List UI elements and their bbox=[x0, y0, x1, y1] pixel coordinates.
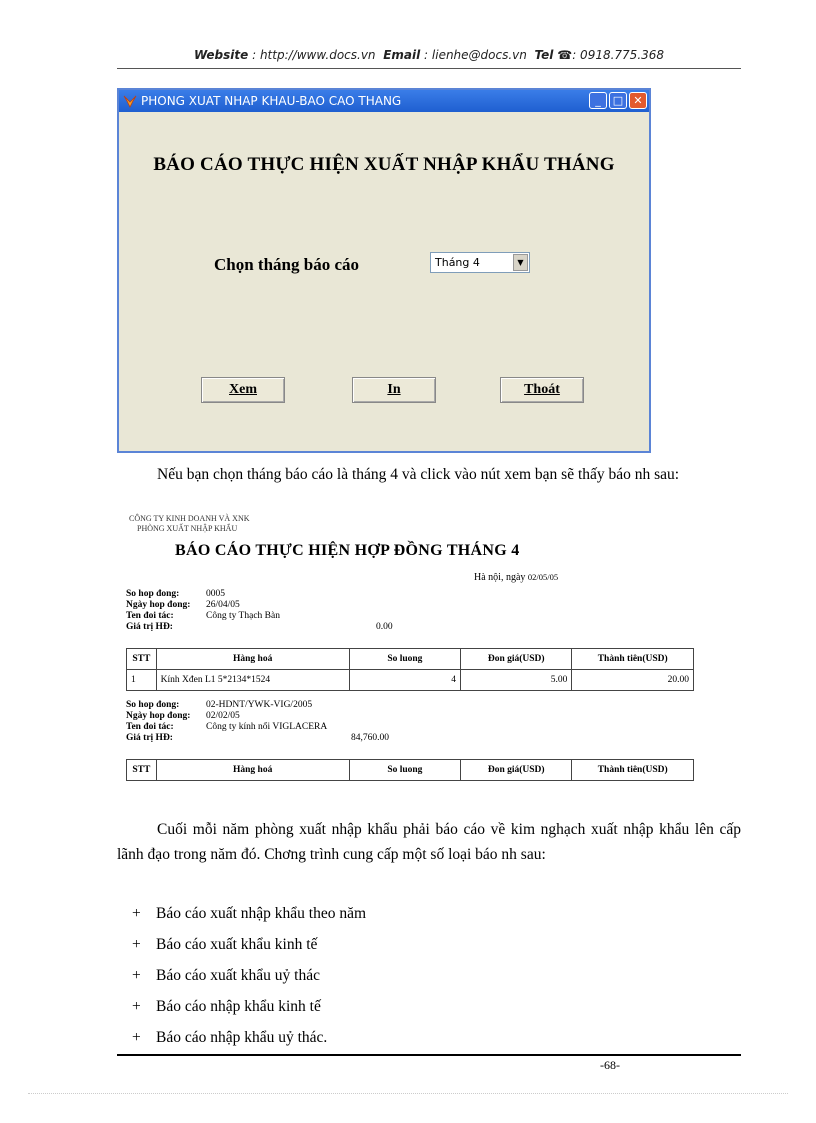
list-item bbox=[132, 1022, 366, 1053]
table-cell: 1 bbox=[127, 670, 157, 691]
department-name: PHÒNG XUẤT NHẬP KHẨU bbox=[137, 524, 238, 533]
month-select-value: Tháng 4 bbox=[435, 256, 480, 269]
partner-label: Ten đoi tác: bbox=[126, 611, 174, 621]
view-button-label: Xem bbox=[229, 382, 257, 397]
contract1-info bbox=[126, 589, 393, 633]
list-item-text: Báo cáo nhập khẩu uỷ thác. bbox=[156, 1029, 328, 1046]
partner-value: Công ty Thạch Bàn bbox=[206, 611, 280, 621]
tel-value: : 0918.775.368 bbox=[572, 48, 665, 62]
contract2-info bbox=[126, 700, 389, 744]
contract-no-value: 02-HDNT/YWK-VIG/2005 bbox=[206, 700, 313, 710]
plus-icon: + bbox=[132, 936, 141, 953]
exit-button-label: Thoát bbox=[524, 382, 560, 397]
plus-icon: + bbox=[132, 1029, 141, 1046]
close-icon: ✕ bbox=[633, 94, 643, 107]
value-label: Giá trị HĐ: bbox=[126, 733, 173, 743]
column-header: So luong bbox=[349, 649, 460, 670]
plus-icon: + bbox=[132, 905, 141, 922]
list-item-text: Báo cáo nhập khẩu kinh tế bbox=[156, 998, 321, 1015]
report-title: BÁO CÁO THỰC HIỆN HỢP ĐỒNG THÁNG 4 bbox=[175, 542, 520, 559]
table-header-row bbox=[127, 760, 694, 781]
page-header bbox=[117, 48, 741, 62]
contract-date-value: 02/02/05 bbox=[206, 711, 240, 721]
list-item bbox=[132, 898, 366, 929]
contract-no-label: So hop đong: bbox=[126, 700, 180, 710]
print-button-label: In bbox=[387, 382, 401, 397]
company-name: CÔNG TY KINH DOANH VÀ XNK bbox=[129, 514, 250, 523]
exit-button[interactable] bbox=[500, 377, 584, 403]
plus-icon: + bbox=[132, 998, 141, 1015]
column-header: STT bbox=[127, 649, 157, 670]
report-date bbox=[474, 572, 558, 583]
month-select[interactable] bbox=[430, 252, 530, 273]
website-label: Website bbox=[193, 48, 249, 62]
contract-date-value: 26/04/05 bbox=[206, 600, 240, 610]
window-title: PHONG XUAT NHAP KHAU-BAO CAO THANG bbox=[141, 94, 402, 108]
close-button[interactable] bbox=[629, 92, 647, 109]
report-company bbox=[129, 514, 250, 534]
header-divider bbox=[117, 68, 741, 69]
view-button[interactable] bbox=[201, 377, 285, 403]
window-titlebar[interactable] bbox=[119, 90, 649, 112]
value-label: Giá trị HĐ: bbox=[126, 622, 173, 632]
report-date-label: Hà nội, ngày bbox=[474, 572, 526, 583]
contract-date-label: Ngày hop đong: bbox=[126, 600, 191, 610]
print-button[interactable] bbox=[352, 377, 436, 403]
table-cell: 5.00 bbox=[461, 670, 572, 691]
report-preview bbox=[117, 514, 697, 784]
column-header: So luong bbox=[349, 760, 460, 781]
footer-divider bbox=[117, 1054, 741, 1056]
month-select-label: Chọn tháng báo cáo bbox=[214, 255, 360, 274]
value-amount: 84,760.00 bbox=[351, 733, 389, 743]
tel-label: Tel bbox=[534, 48, 554, 62]
list-item-text: Báo cáo xuất nhập khẩu theo năm bbox=[156, 905, 367, 922]
table-cell: 20.00 bbox=[572, 670, 694, 691]
website-value: : http://www.docs.vn bbox=[252, 48, 376, 62]
contract-no-value: 0005 bbox=[206, 589, 225, 599]
list-item bbox=[132, 960, 366, 991]
column-header: Đon giá(USD) bbox=[461, 760, 572, 781]
email-value: : lienhe@docs.vn bbox=[424, 48, 527, 62]
list-item-text: Báo cáo xuất khẩu uỷ thác bbox=[156, 967, 320, 984]
column-header: Thành tiên(USD) bbox=[572, 760, 694, 781]
chevron-down-icon[interactable]: ▼ bbox=[513, 254, 528, 271]
column-header: STT bbox=[127, 760, 157, 781]
value-amount: 0.00 bbox=[376, 622, 393, 632]
report-type-list bbox=[132, 898, 366, 1053]
column-header: Hàng hoá bbox=[156, 760, 349, 781]
minimize-button[interactable] bbox=[589, 92, 607, 109]
column-header: Đon giá(USD) bbox=[461, 649, 572, 670]
table-cell: Kính Xđen L1 5*2134*1524 bbox=[156, 670, 349, 691]
maximize-icon: □ bbox=[612, 94, 624, 107]
page-edge bbox=[28, 1093, 788, 1094]
app-logo-icon bbox=[123, 94, 137, 108]
email-label: Email bbox=[383, 48, 421, 62]
phone-icon: ☎ bbox=[557, 48, 573, 62]
window-heading: BÁO CÁO THỰC HIỆN XUẤT NHẬP KHẨU THÁNG bbox=[153, 154, 615, 175]
contract-no-label: So hop đong: bbox=[126, 589, 180, 599]
paragraph-1: Nếu bạn chọn tháng báo cáo là tháng 4 và click vào nút xem bạn sẽ thấy báo nh sau: bbox=[157, 466, 680, 483]
paragraph-2: Cuối mỗi năm phòng xuất nhập khẩu phải báo cáo về kim nghạch xuất nhập khẩu lên cấp lãnh đạo trong năm đó. Chơng trình cung cấp một số loại báo nh sau: bbox=[117, 821, 741, 863]
contract1-table bbox=[126, 648, 694, 691]
partner-value: Công ty kính nổi VIGLACERA bbox=[206, 722, 328, 732]
list-item bbox=[132, 991, 366, 1022]
report-window bbox=[117, 88, 651, 453]
list-item bbox=[132, 929, 366, 960]
partner-label: Ten đoi tác: bbox=[126, 722, 174, 732]
table-row bbox=[127, 670, 694, 691]
column-header: Thành tiên(USD) bbox=[572, 649, 694, 670]
page-number: -68- bbox=[600, 1058, 620, 1072]
contract2-table bbox=[126, 759, 694, 781]
plus-icon: + bbox=[132, 967, 141, 984]
table-cell: 4 bbox=[349, 670, 460, 691]
minimize-icon: _ bbox=[595, 94, 601, 107]
maximize-button[interactable] bbox=[609, 92, 627, 109]
contract-date-label: Ngày hop đong: bbox=[126, 711, 191, 721]
report-date-value: 02/05/05 bbox=[527, 572, 559, 582]
column-header: Hàng hoá bbox=[156, 649, 349, 670]
table-header-row bbox=[127, 649, 694, 670]
list-item-text: Báo cáo xuất khẩu kinh tế bbox=[156, 936, 318, 953]
